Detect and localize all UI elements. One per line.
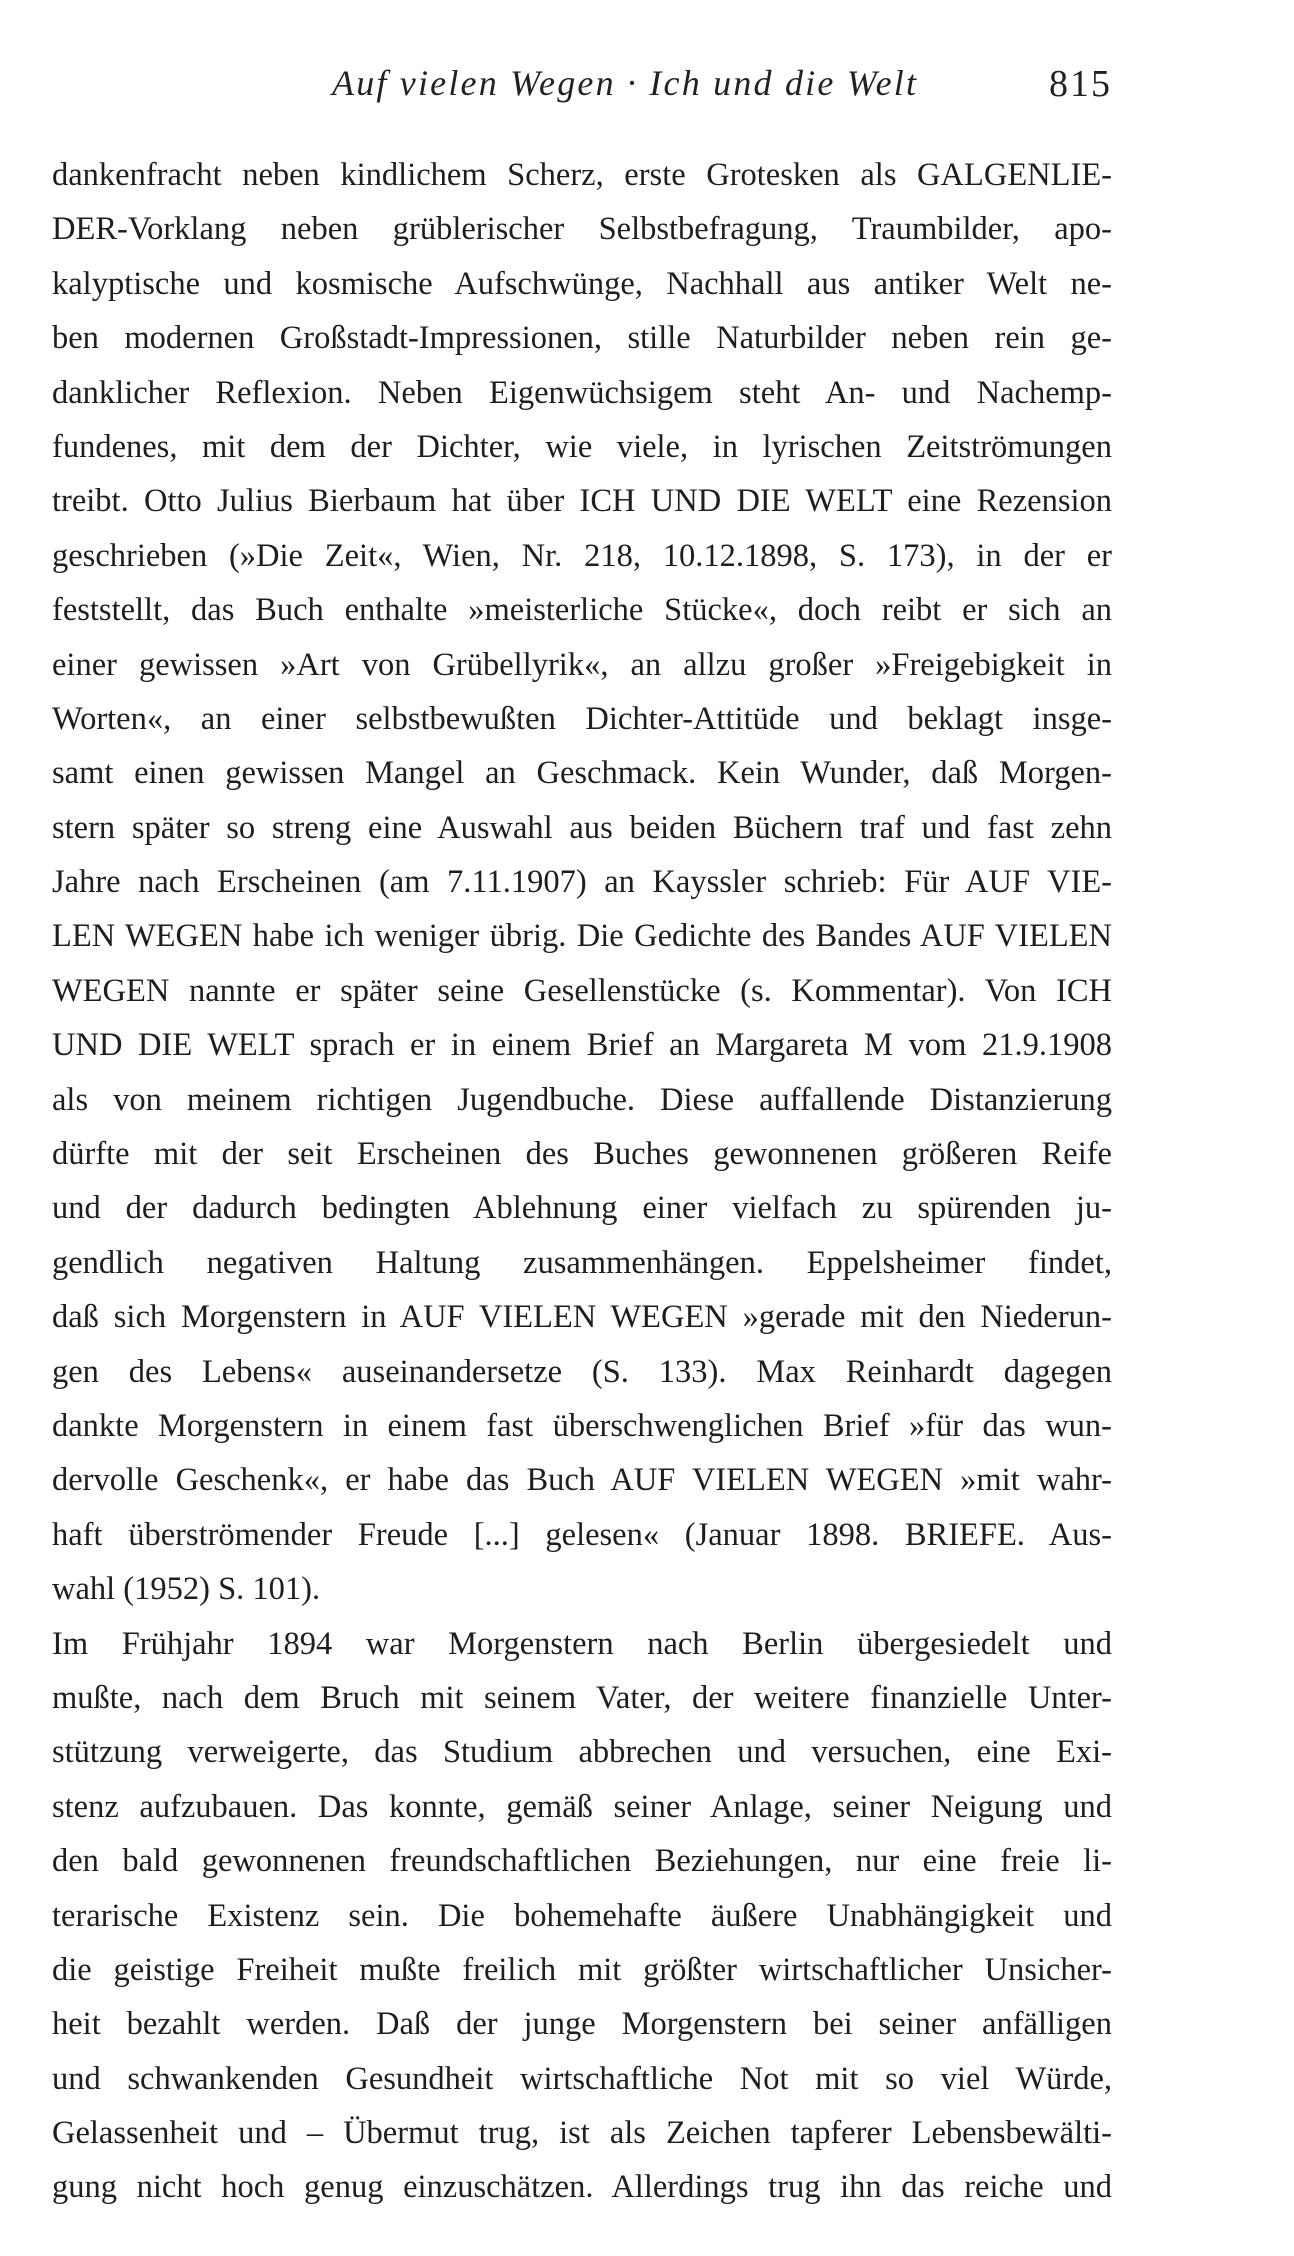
text-line: samt einen gewissen Mangel an Geschmack. Kein Wunder, daß Morgen- — [52, 755, 1112, 792]
text-line: gendlich negativen Haltung zusammenhängen. Eppelsheimer findet, — [52, 1244, 1112, 1281]
page-number: 815 — [1049, 63, 1112, 105]
text-line: WEGEN nannte er später seine Gesellenstücke (s. Kommentar). Von ICH — [52, 972, 1112, 1009]
text-line: dankenfracht neben kindlichem Scherz, erste Grotesken als GALGENLIE- — [52, 157, 1112, 193]
text-line: mußte, nach dem Bruch mit seinem Vater, der weitere finanzielle Unter- — [52, 1679, 1112, 1716]
text-line: Im Frühjahr 1894 war Morgenstern nach Berlin übergesiedelt und — [52, 1625, 1112, 1662]
text-line: und schwankenden Gesundheit wirtschaftliche Not mit so viel Würde, — [52, 2060, 1112, 2097]
text-line: heit bezahlt werden. Daß der junge Morgenstern bei seiner anfälligen — [52, 2006, 1112, 2043]
text-line: haft überströmender Freude [...] gelesen« (Januar 1898. BRIEFE. Aus- — [52, 1516, 1112, 1553]
running-title: Auf vielen Wegen · Ich und die Welt — [332, 63, 919, 103]
text-line: ben modernen Großstadt-Impressionen, stille Naturbilder neben rein ge- — [52, 320, 1112, 357]
text-line: terarische Existenz sein. Die bohemehafte äußere Unabhängigkeit und — [52, 1897, 1112, 1934]
text-line: die geistige Freiheit mußte freilich mit größter wirtschaftlicher Unsicher- — [52, 1951, 1112, 1988]
text-line: und der dadurch bedingten Ablehnung einer vielfach zu spürenden ju- — [52, 1190, 1112, 1227]
text-line: UND DIE WELT sprach er in einem Brief an Margareta M vom 21.9.1908 — [52, 1027, 1112, 1064]
text-line: LEN WEGEN habe ich weniger übrig. Die Gedichte des Bandes AUF VIELEN — [52, 918, 1112, 955]
text-line: DER-Vorklang neben grüblerischer Selbstbefragung, Traumbilder, apo- — [52, 211, 1112, 248]
text-line: stern später so streng eine Auswahl aus beiden Büchern traf und fast zehn — [52, 809, 1112, 846]
text-line: Jahre nach Erscheinen (am 7.11.1907) an Kayssler schrieb: Für AUF VIE- — [52, 864, 1112, 901]
text-line: Worten«, an einer selbstbewußten Dichter-Attitüde und beklagt insge- — [52, 700, 1112, 737]
text-line: feststellt, das Buch enthalte »meisterliche Stücke«, doch reibt er sich an — [52, 592, 1112, 629]
text-line: den bald gewonnenen freundschaftlichen Beziehungen, nur eine freie li- — [52, 1843, 1112, 1880]
text-line: gung nicht hoch genug einzuschätzen. Allerdings trug ihn das reiche und — [52, 2169, 1112, 2206]
text-line: daß sich Morgenstern in AUF VIELEN WEGEN »gerade mit den Niederun- — [52, 1299, 1112, 1336]
text-line: kalyptische und kosmische Aufschwünge, Nachhall aus antiker Welt ne- — [52, 265, 1112, 302]
text-line: gen des Lebens« auseinandersetze (S. 133). Max Reinhardt dagegen — [52, 1353, 1112, 1390]
text-line: danklicher Reflexion. Neben Eigenwüchsigem steht An- und Nachemp- — [52, 374, 1112, 411]
text-line: treibt. Otto Julius Bierbaum hat über ICH UND DIE WELT eine Rezension — [52, 483, 1112, 520]
body-text — [52, 148, 1112, 2215]
text-line: stützung verweigerte, das Studium abbrechen und versuchen, eine Exi- — [52, 1734, 1112, 1771]
text-line: dervolle Geschenk«, er habe das Buch AUF VIELEN WEGEN »mit wahr- — [52, 1462, 1112, 1499]
running-head — [52, 62, 1112, 118]
text-line: als von meinem richtigen Jugendbuche. Diese auffallende Distanzierung — [52, 1081, 1112, 1118]
text-line: dürfte mit der seit Erscheinen des Buches gewonnenen größeren Reife — [52, 1136, 1112, 1173]
text-line: Gelassenheit und – Übermut trug, ist als Zeichen tapferer Lebensbewälti- — [52, 2115, 1112, 2152]
text-line: einer gewissen »Art von Grübellyrik«, an allzu großer »Freigebigkeit in — [52, 646, 1112, 683]
text-line: dankte Morgenstern in einem fast überschwenglichen Brief »für das wun- — [52, 1407, 1112, 1444]
paragraph-end-line: wahl (1952) S. 101). — [52, 1571, 321, 1608]
text-line: geschrieben (»Die Zeit«, Wien, Nr. 218, 10.12.1898, S. 173), in der er — [52, 537, 1112, 574]
text-line: fundenes, mit dem der Dichter, wie viele, in lyrischen Zeitströmungen — [52, 428, 1112, 465]
text-line: stenz aufzubauen. Das konnte, gemäß seiner Anlage, seiner Neigung und — [52, 1788, 1112, 1825]
